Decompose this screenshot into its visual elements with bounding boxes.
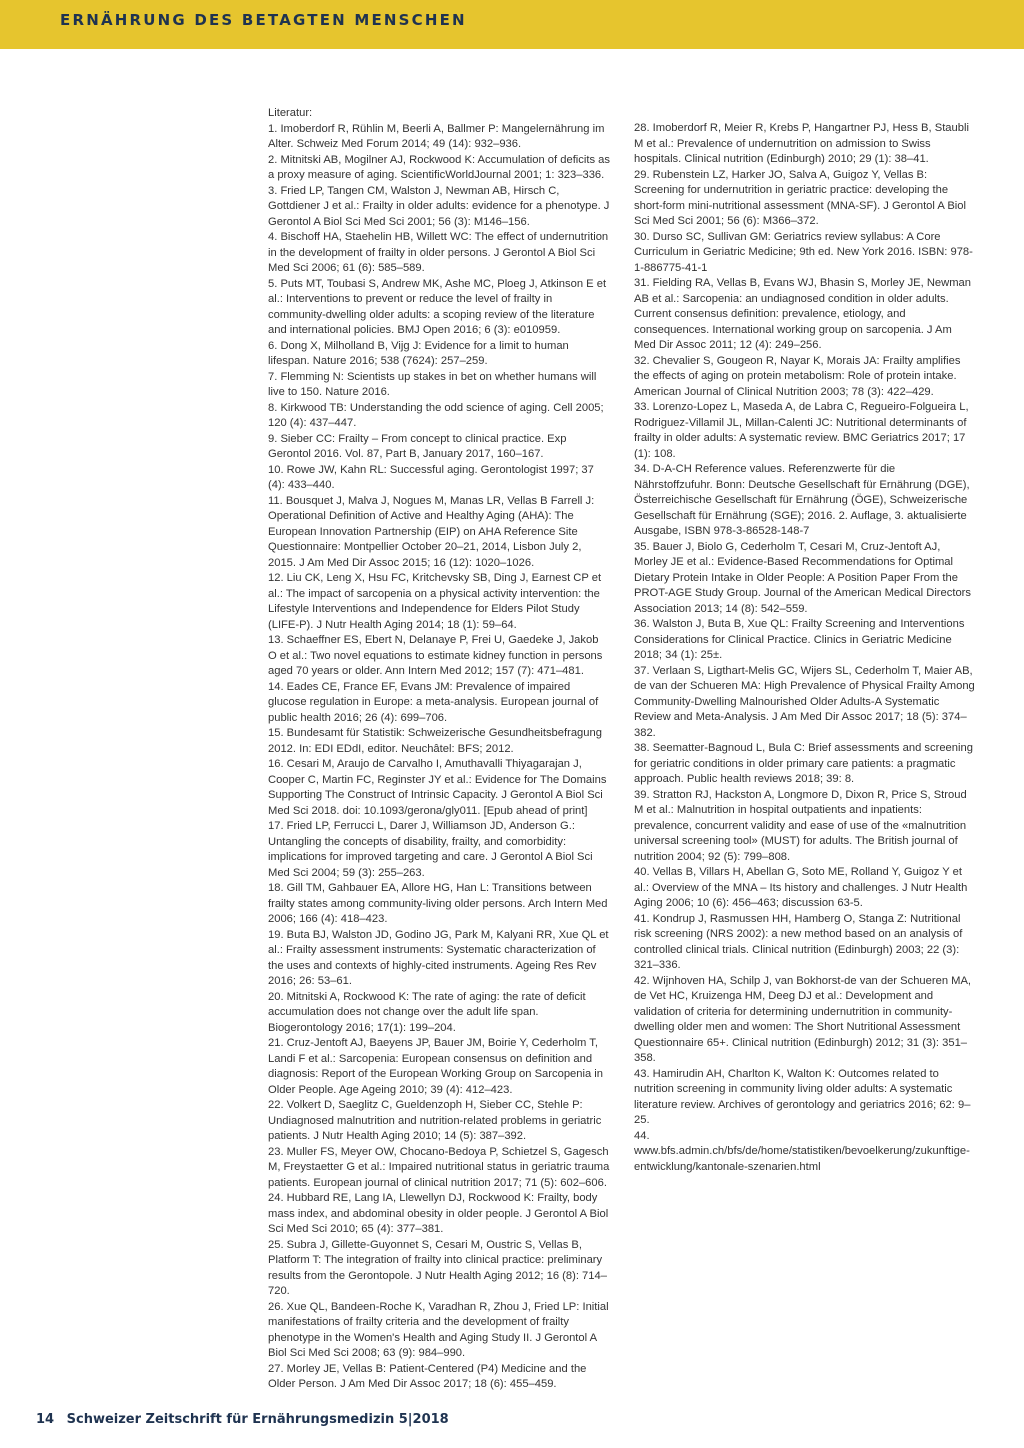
reference-item: 33. Lorenzo-Lopez L, Maseda A, de Labra C, Regueiro-Folgueira L, Rodriguez-Villamil JL, Millan-Calenti JC: Nutritional determinants of frailty in older adults: A systematic review. BMC Geriatrics 2017; 17 (1): 108. bbox=[634, 401, 969, 460]
reference-item: 27. Morley JE, Vellas B: Patient-Centered (P4) Medicine and the Older Person. J Am Med Dir Assoc 2017; 18 (6): 455–459. bbox=[268, 1362, 587, 1390]
reference-list-right bbox=[634, 121, 976, 1175]
reference-list-left bbox=[268, 122, 610, 1393]
reference-item: 12. Liu CK, Leng X, Hsu FC, Kritchevsky SB, Ding J, Earnest CP et al.: The impact of sarcopenia on a physical activity intervention: the Lifestyle Interventions and Independence for Elders Pilot Study (LIFE-P). J Nutr Health Aging 2014; 18 (1): 59–64. bbox=[268, 572, 602, 631]
references-column-left bbox=[268, 106, 610, 1393]
reference-item: 42. Wijnhoven HA, Schilp J, van Bokhorst-de van der Schueren MA, de Vet HC, Kruizenga HM, Deeg DJ et al.: Development and validation of criteria for determining undernutrition in community-dwelling older men and women: The Short Nutritional Assessment Questionnaire 65+. Clinical nutrition (Edinburgh) 2012; 31 (3): 351–358. bbox=[634, 974, 972, 1064]
references-column-right bbox=[634, 121, 976, 1175]
reference-item: 3. Fried LP, Tangen CM, Walston J, Newman AB, Hirsch C, Gottdiener J et al.: Frailty in older adults: evidence for a phenotype. J Gerontol A Biol Sci Med Sci 2001; 56 (3): M146–156. bbox=[268, 184, 610, 228]
reference-item: 18. Gill TM, Gahbauer EA, Allore HG, Han L: Transitions between frailty states among community-living older persons. Arch Intern Med 2006; 166 (4): 418–423. bbox=[268, 882, 608, 925]
reference-item: 35. Bauer J, Biolo G, Cederholm T, Cesari M, Cruz-Jentoft AJ, Morley JE et al.: Evidence-Based Recommendations for Optimal Dietary Protein Intake in Older People: A Position Paper From the PROT-AGE Study Group. Journal of the American Medical Directors Association 2013; 14 (8): 542–559. bbox=[634, 540, 972, 615]
reference-item: 2. Mitnitski AB, Mogilner AJ, Rockwood K: Accumulation of deficits as a proxy measure of aging. ScientificWorldJournal 2001; 1: 323–336. bbox=[268, 153, 610, 181]
reference-item: 16. Cesari M, Araujo de Carvalho I, Amuthavalli Thiyagarajan J, Cooper C, Martin FC, Reginster JY et al.: Evidence for The Domains Supporting The Construct of Intrinsic Capacity. J Gerontol A Biol Sci Med Sci 2018. doi: 10.1093/gerona/gly011. [Epub ahead of print] bbox=[268, 758, 607, 817]
reference-item: 8. Kirkwood TB: Understanding the odd science of aging. Cell 2005; 120 (4): 437–447. bbox=[268, 401, 604, 429]
reference-item: 37. Verlaan S, Ligthart-Melis GC, Wijers SL, Cederholm T, Maier AB, de van der Schueren MA: High Prevalence of Physical Frailty Among Community-Dwelling Malnourished Older Adults-A Systematic Review and Meta-Analysis. J Am Med Dir Assoc 2017; 18 (5): 374–382. bbox=[634, 664, 975, 739]
reference-item: 44. www.bfs.admin.ch/bfs/de/home/statistiken/bevoelkerung/zukunftige-entwicklung/kantonale-szenarien.html bbox=[634, 1129, 970, 1173]
reference-item: 13. Schaeffner ES, Ebert N, Delanaye P, Frei U, Gaedeke J, Jakob O et al.: Two novel equations to estimate kidney function in persons aged 70 years or older. Ann Intern Med 2012; 157 (7): 471–481. bbox=[268, 634, 603, 677]
reference-item: 29. Rubenstein LZ, Harker JO, Salva A, Guigoz Y, Vellas B: Screening for undernutrition in geriatric practice: developing the short-form mini-nutritional assessment (MNA-SF). J Gerontol A Biol Sci Med Sci 2001; 56 (6): M366–372. bbox=[634, 168, 966, 227]
section-title: ERNÄHRUNG DES BETAGTEN MENSCHEN bbox=[60, 11, 467, 29]
literature-heading: Literatur: bbox=[268, 107, 313, 119]
reference-item: 14. Eades CE, France EF, Evans JM: Prevalence of impaired glucose regulation in Europe: a meta-analysis. European journal of public health 2016; 26 (4): 699–706. bbox=[268, 680, 599, 724]
reference-item: 28. Imoberdorf R, Meier R, Krebs P, Hangartner PJ, Hess B, Staubli M et al.: Prevalence of undernutrition on admission to Swiss hospitals. Clinical nutrition (Edinburgh) 2010; 29 (1): 38–41. bbox=[634, 122, 969, 165]
reference-item: 20. Mitnitski A, Rockwood K: The rate of aging: the rate of deficit accumulation does not change over the adult life span. Biogerontology 2016; 17(1): 199–204. bbox=[268, 990, 586, 1034]
page-footer bbox=[36, 1412, 449, 1427]
reference-item: 25. Subra J, Gillette-Guyonnet S, Cesari M, Oustric S, Vellas B, Platform T: The integration of frailty into clinical practice: preliminary results from the Gerontopole. J Nutr Health Aging 2012; 16 (8): 714–720. bbox=[268, 1238, 607, 1297]
reference-item: 43. Hamirudin AH, Charlton K, Walton K: Outcomes related to nutrition screening in community living older adults: A systematic literature review. Archives of gerontology and geriatrics 2016; 62: 9–25. bbox=[634, 1067, 971, 1126]
reference-item: 21. Cruz-Jentoft AJ, Baeyens JP, Bauer JM, Boirie Y, Cederholm T, Landi F et al.: Sarcopenia: European consensus on definition and diagnosis: Report of the European Working Group on Sarcopenia in Older People. Age Ageing 2010; 39 (4): 412–423. bbox=[268, 1037, 604, 1096]
reference-item: 11. Bousquet J, Malva J, Nogues M, Manas LR, Vellas B Farrell J: Operational Definition of Active and Healthy Aging (AHA): The European Innovation Partnership (EIP) on AHA Reference Site Questionnaire: Montpellier October 20–21, 2014, Lisbon July 2, 2015. J Am Med Dir Assoc 2015; 16 (12): 1020–1026. bbox=[268, 494, 595, 569]
reference-item: 4. Bischoff HA, Staehelin HB, Willett WC: The effect of undernutrition in the development of frailty in older persons. J Gerontol A Biol Sci Med Sci 2006; 61 (6): 585–589. bbox=[268, 231, 609, 274]
reference-item: 15. Bundesamt für Statistik: Schweizerische Gesundheitsbefragung 2012. In: EDI EDdI, editor. Neuchâtel: BFS; 2012. bbox=[268, 727, 602, 755]
reference-item: 23. Muller FS, Meyer OW, Chocano-Bedoya P, Schietzel S, Gagesch M, Freystaetter G et al.: Impaired nutritional status in geriatric trauma patients. European journal of clinical nutrition 2017; 71 (5): 602–606. bbox=[268, 1145, 610, 1189]
reference-item: 22. Volkert D, Saeglitz C, Gueldenzoph H, Sieber CC, Stehle P: Undiagnosed malnutrition and nutrition-related problems in geriatric patients. J Nutr Health Aging 2010; 14 (5): 387–392. bbox=[268, 1099, 602, 1142]
reference-item: 38. Seematter-Bagnoud L, Bula C: Brief assessments and screening for geriatric conditions in older primary care patients: a pragmatic approach. Public health reviews 2018; 39: 8. bbox=[634, 742, 973, 785]
reference-item: 41. Kondrup J, Rasmussen HH, Hamberg O, Stanga Z: Nutritional risk screening (NRS 2002): a new method based on an analysis of controlled clinical trials. Clinical nutrition (Edinburgh) 2003; 22 (3): 321–336. bbox=[634, 912, 963, 971]
page-number: 14 bbox=[36, 1412, 55, 1427]
reference-item: 31. Fielding RA, Vellas B, Evans WJ, Bhasin S, Morley JE, Newman AB et al.: Sarcopenia: an undiagnosed condition in older adults. Current consensus definition: prevalence, etiology, and consequences. International working group on sarcopenia. J Am Med Dir Assoc 2011; 12 (4): 249–256. bbox=[634, 277, 972, 351]
reference-item: 6. Dong X, Milholland B, Vijg J: Evidence for a limit to human lifespan. Nature 2016; 538 (7624): 257–259. bbox=[268, 339, 569, 367]
reference-item: 32. Chevalier S, Gougeon R, Nayar K, Morais JA: Frailty amplifies the effects of aging on protein metabolism: Role of protein intake. American Journal of Clinical Nutrition 2003; 78 (3): 422–429. bbox=[634, 354, 961, 398]
reference-item: 17. Fried LP, Ferrucci L, Darer J, Williamson JD, Anderson G.: Untangling the concepts of disability, frailty, and comorbidity: implications for improved targeting and care. J Gerontol A Biol Sci Med Sci 2004; 59 (3): 255–263. bbox=[268, 820, 593, 879]
reference-item: 10. Rowe JW, Kahn RL: Successful aging. Gerontologist 1997; 37 (4): 433–440. bbox=[268, 463, 594, 491]
reference-item: 40. Vellas B, Villars H, Abellan G, Soto ME, Rolland Y, Guigoz Y et al.: Overview of the MNA – Its history and challenges. J Nutr Health Aging 2006; 10 (6): 456–463; discussion 63-5. bbox=[634, 866, 968, 909]
reference-item: 19. Buta BJ, Walston JD, Godino JG, Park M, Kalyani RR, Xue QL et al.: Frailty assessment instruments: Systematic characterization of the uses and contexts of highly-cited instruments. Ageing Res Rev 2016; 26: 53–61. bbox=[268, 928, 609, 987]
reference-item: 36. Walston J, Buta B, Xue QL: Frailty Screening and Interventions Considerations for Clinical Practice. Clinics in Geriatric Medicine 2018; 34 (1): 25±. bbox=[634, 618, 965, 661]
reference-item: 24. Hubbard RE, Lang IA, Llewellyn DJ, Rockwood K: Frailty, body mass index, and abdominal obesity in older people. J Gerontol A Biol Sci Med Sci 2010; 65 (4): 377–381. bbox=[268, 1192, 609, 1235]
reference-item: 34. D-A-CH Reference values. Referenzwerte für die Nährstoffzufuhr. Bonn: Deutsche Gesellschaft für Ernährung (DGE), Österreichische Gesellschaft für Ernährung (ÖGE), Schweizerische Gesellschaft für Ernährung (SGE); 2016. 2. Auflage, 3. aktualisierte Ausgabe, ISBN 978-3-86528-148-7 bbox=[634, 463, 970, 537]
reference-item: 26. Xue QL, Bandeen-Roche K, Varadhan R, Zhou J, Fried LP: Initial manifestations of frailty criteria and the development of frailty phenotype in the Women's Health and Aging Study II. J Gerontol A Biol Sci Med Sci 2008; 63 (9): 984–990. bbox=[268, 1300, 609, 1359]
reference-item: 30. Durso SC, Sullivan GM: Geriatrics review syllabus: A Core Curriculum in Geriatric Medicine; 9th ed. New York 2016. ISBN: 978-1-886775-41-1 bbox=[634, 230, 973, 274]
reference-item: 7. Flemming N: Scientists up stakes in bet on whether humans will live to 150. Nature 2016. bbox=[268, 370, 597, 398]
reference-item: 1. Imoberdorf R, Rühlin M, Beerli A, Ballmer P: Mangelernährung im Alter. Schweiz Med Forum 2014; 49 (14): 932–936. bbox=[268, 122, 605, 150]
journal-title: Schweizer Zeitschrift für Ernährungsmedizin 5|2018 bbox=[66, 1412, 449, 1427]
reference-item: 5. Puts MT, Toubasi S, Andrew MK, Ashe MC, Ploeg J, Atkinson E et al.: Interventions to prevent or reduce the level of frailty in community-dwelling older adults: a scoping review of the literature and international policies. BMJ Open 2016; 6 (3): e010959. bbox=[268, 277, 607, 336]
reference-item: 9. Sieber CC: Frailty – From concept to clinical practice. Exp Gerontol 2016. Vol. 87, Part B, January 2017, 160–167. bbox=[268, 432, 567, 460]
reference-item: 39. Stratton RJ, Hackston A, Longmore D, Dixon R, Price S, Stroud M et al.: Malnutrition in hospital outpatients and inpatients: prevalence, concurrent validity and ease of use of the «malnutrition universal screening tool» (MUST) for adults. The British journal of nutrition 2004; 92 (5): 799–808. bbox=[634, 788, 967, 863]
header-bar bbox=[0, 0, 1024, 49]
